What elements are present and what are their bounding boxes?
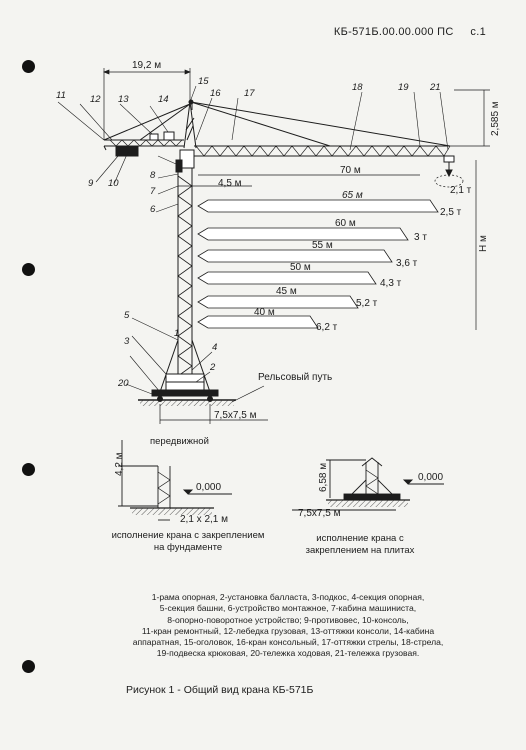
boom-variant-reach: 55 м (312, 240, 333, 251)
document-code: КБ-571Б.00.00.000 ПС (333, 26, 454, 38)
legend-line: 5-секция башни, 6-устройство монтажное, 7-кабина машиниста, (159, 603, 417, 614)
crane-slewing-part (176, 100, 196, 172)
base-size-dimension: 2,1 х 2,1 м (180, 514, 229, 525)
part-leaders (58, 86, 448, 402)
part-number: 3 (124, 336, 130, 347)
track-dimension: 7,5х7,5 м (214, 410, 257, 421)
part-number: 20 (118, 378, 129, 389)
slab-caption: исполнение крана с закреплением на плитах (305, 533, 415, 556)
part-number: 4 (212, 342, 218, 353)
part-number: 17 (244, 88, 255, 99)
console-length-dimension: 19,2 м (132, 60, 162, 71)
boom-variant-load: 2,1 т (450, 185, 472, 196)
boom-variant-reach: 50 м (290, 262, 311, 273)
figure-caption: Рисунок 1 - Общий вид крана КБ-571Б (126, 684, 314, 696)
foundation-variant (118, 440, 232, 520)
console-offset-dimension: 4,5 м (218, 178, 242, 189)
base-height-dimension: 4,2 м (114, 452, 125, 476)
part-number: 14 (158, 94, 169, 105)
part-number: 13 (118, 94, 129, 105)
boom-variant-reach: 60 м (335, 218, 356, 229)
part-number: 18 (352, 82, 363, 93)
ground-level-mark: 0,000 (196, 482, 222, 493)
part-number: 15 (198, 76, 209, 87)
slab-track-dimension: 7,5х7,5 м (298, 508, 341, 519)
mobile-label: передвижной (150, 436, 209, 447)
part-number: 9 (88, 178, 94, 189)
rail-track-text: Рельсовый путь (258, 372, 333, 383)
part-number: 11 (56, 90, 66, 101)
boom-variants (198, 165, 472, 333)
legend-line: 1-рама опорная, 2-установка балласта, 3-подкос, 4-секция опорная, (151, 592, 425, 602)
page-number: с.1 (470, 26, 486, 38)
boom-variant-load: 3 т (414, 232, 427, 243)
ground-level-mark-2: 0,000 (418, 472, 444, 483)
part-number: 7 (150, 186, 156, 197)
part-number: 19 (398, 82, 409, 93)
legend-line: 8-опорно-поворотное устройство; 9-противовес, 10-консоль, (167, 614, 409, 625)
boom-variant-load: 6,2 т (316, 322, 338, 333)
part-number: 8 (150, 170, 156, 181)
part-number: 16 (210, 88, 221, 99)
boom-variant-load: 3,6 т (396, 258, 418, 269)
dimension-lines (104, 68, 490, 424)
legend-line: 11-кран ремонтный, 12-лебедка грузовая, 13-оттяжки консоли, 14-кабина (141, 625, 435, 636)
boom-variant-load: 2,5 т (440, 207, 462, 218)
part-number: 6 (150, 204, 156, 215)
head-height-dimension: 2,585 м (490, 101, 501, 136)
boom-variant-reach: 40 м (254, 307, 275, 318)
slab-height-dimension: 6,58 м (318, 462, 329, 492)
foundation-caption: исполнение крана с закреплением на фундаменте (111, 530, 265, 553)
legend-line: 19-подвеска крюковая, 20-тележка ходовая, 21-тележка грузовая. (156, 648, 420, 659)
crane-console (104, 104, 190, 156)
part-number: 10 (108, 178, 119, 189)
boom-variant-reach: 45 м (276, 286, 297, 297)
crane-jib (191, 102, 463, 187)
boom-variant-reach: 70 м (340, 165, 361, 176)
part-number: 12 (90, 94, 101, 105)
rail-track-label (258, 372, 332, 383)
boom-variant-load: 4,3 т (380, 278, 402, 289)
part-number: 5 (124, 310, 130, 321)
part-number: 2 (210, 362, 216, 373)
legend-line: аппаратная, 15-оголовок, 16-кран консольный, 17-оттяжки стрелы, 18-стрела, (132, 637, 444, 648)
boom-variant-load: 5,2 т (356, 298, 378, 309)
hook-height-dimension: Н м (478, 235, 489, 252)
parts-legend (88, 592, 488, 660)
part-number: 21 (430, 82, 441, 93)
boom-variant-reach: 65 м (342, 190, 363, 201)
slab-variant (292, 458, 444, 510)
part-number: 1 (174, 328, 180, 339)
